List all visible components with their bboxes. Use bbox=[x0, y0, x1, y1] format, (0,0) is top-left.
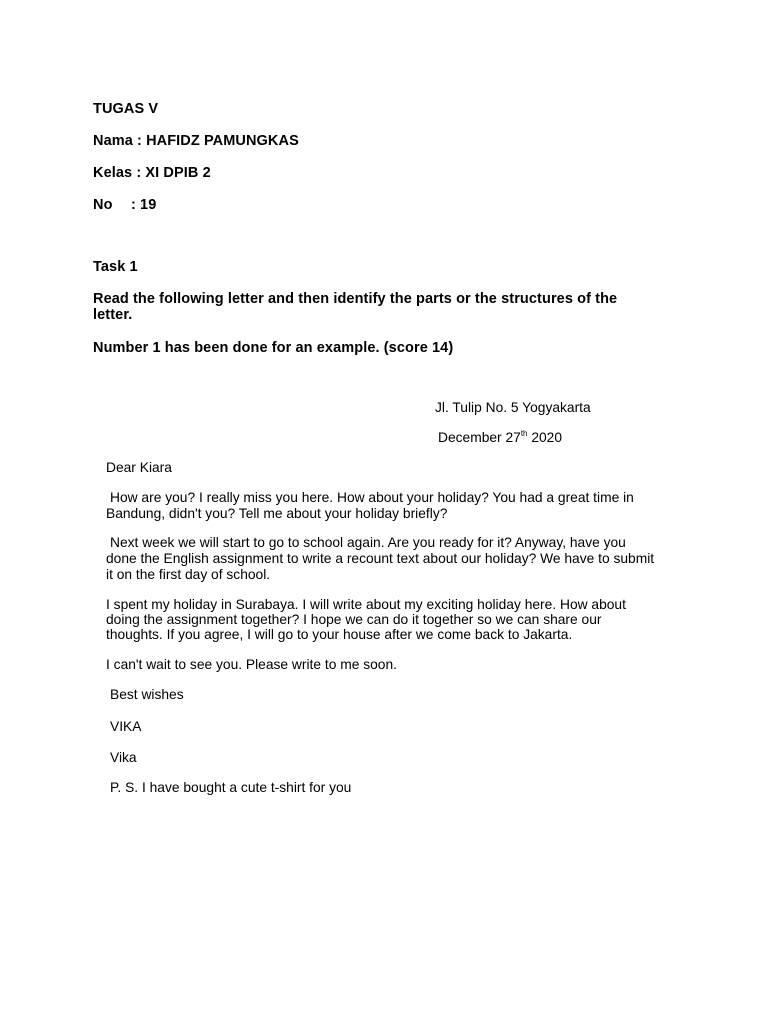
complimentary-close: Best wishes bbox=[110, 687, 184, 702]
student-number-value: : 19 bbox=[131, 197, 157, 213]
paragraph-1-line-2: Bandung, didn't you? Tell me about your holiday briefly? bbox=[106, 506, 448, 521]
student-name: Nama : HAFIDZ PAMUNGKAS bbox=[93, 133, 299, 149]
assignment-title: TUGAS V bbox=[93, 101, 159, 117]
task-note: Number 1 has been done for an example. (score 14) bbox=[93, 340, 454, 356]
paragraph-1-line-1: How are you? I really miss you here. How about your holiday? You had a great time in bbox=[110, 490, 634, 505]
paragraph-2-line-3: it on the first day of school. bbox=[106, 567, 271, 582]
letter-address: Jl. Tulip No. 5 Yogyakarta bbox=[435, 400, 591, 415]
student-number-label: No bbox=[93, 197, 113, 213]
paragraph-2-line-2: done the English assignment to write a recount text about our holiday? We have to submit bbox=[106, 551, 655, 566]
sender-name: Vika bbox=[110, 750, 137, 765]
letter-date bbox=[438, 430, 562, 445]
paragraph-3-line-2: doing the assignment together? I hope we can do it together so we can share our bbox=[106, 612, 602, 627]
paragraph-3-line-1: I spent my holiday in Surabaya. I will write about my exciting holiday here. How about bbox=[106, 597, 626, 612]
paragraph-3-line-3: thoughts. If you agree, I will go to your house after we come back to Jakarta. bbox=[106, 627, 573, 642]
task-instruction: Read the following letter and then identify the parts or the structures of the letter. bbox=[93, 291, 618, 323]
student-class: Kelas : XI DPIB 2 bbox=[93, 165, 211, 181]
postscript: P. S. I have bought a cute t-shirt for you bbox=[110, 780, 352, 795]
letter-salutation: Dear Kiara bbox=[106, 460, 172, 475]
paragraph-2-line-1: Next week we will start to go to school again. Are you ready for it? Anyway, have you bbox=[110, 535, 626, 550]
date-day: December 27 bbox=[438, 430, 521, 445]
date-ordinal: th bbox=[520, 429, 528, 438]
signature: VIKA bbox=[110, 719, 142, 734]
task-title: Task 1 bbox=[93, 259, 138, 275]
student-number bbox=[93, 197, 156, 213]
date-year: 2020 bbox=[527, 430, 563, 445]
closing-sentence: I can't wait to see you. Please write to me soon. bbox=[106, 657, 397, 672]
